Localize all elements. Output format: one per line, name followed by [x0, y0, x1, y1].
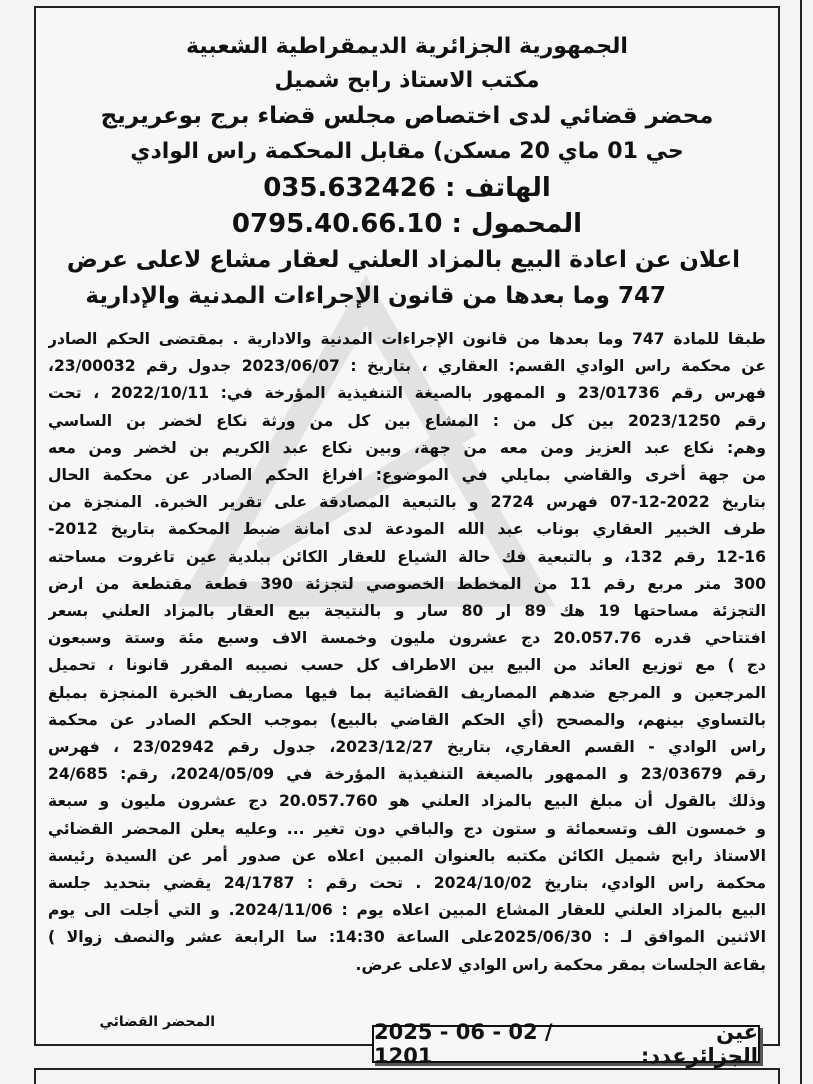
- body-line: راس الوادي - القسم العقاري، بتاريخ 2023/12/27، جدول رقم 23/02942 ، فهرس: [48, 738, 766, 757]
- body-line: وهم: نكاع عبد العزيز ومن معه من جهة، وبين نكاع عبد الكريم بن لخضر ومن معه: [48, 438, 766, 457]
- body-line: و خمسون الف وتسعمائة و ستون دج والباقي دون تغير ... وعليه يعلن المحضر القضائي: [48, 819, 766, 838]
- body-line: طبقا للمادة 747 وما بعدها من قانون الإجراءات المدنية والادارية . بمقتضى الحكم الصادر: [48, 330, 766, 348]
- publication-box: [372, 1020, 760, 1068]
- body-line: عن محكمة راس الوادي القسم: العقاري ، بتاريخ : 2023/06/07 جدول رقم 23/00032،: [48, 357, 766, 376]
- body-line: رقم 23/03679 و الممهور بالصيغة التنفيذية المؤرخة في 2024/05/09، رقم: 24/685: [48, 765, 766, 784]
- body-line: 300 متر مربع رقم 11 من المخطط الخصوصي لتجزئة 390 قطعة مقتطعة من ارض: [48, 574, 766, 593]
- phone-number: الهاتف : 035.632426: [263, 173, 551, 203]
- body-line: بقاعة الجلسات بمقر محكمة راس الوادي لاعلى عرض.: [355, 955, 766, 974]
- body-line: وذلك بالقول أن مبلغ البيع بالمزاد العلني هو 20.057.760 دج عشرون مليون و سبعة: [48, 792, 766, 811]
- notice-title-line2: 747 وما بعدها من قانون الإجراءات المدنية والإدارية: [85, 283, 666, 309]
- body-line: محكمة راس الوادي، بتاريخ 2024/10/02 . تحت رقم : 24/1787 يقضي بتحديد جلسة: [48, 874, 766, 893]
- body-line: طرف الخبير العقاري بوناب عبد الله المودعة لدى امانة ضبط المحكمة بتاريخ 2012-: [48, 520, 766, 539]
- body-line: بتاريخ 2022-12-07 فهرس 2724 و بالتبعية المصادقة على تقرير الخبرة. المنجزة من: [48, 493, 766, 512]
- republic-title: الجمهورية الجزائرية الديمقراطية الشعبية: [186, 34, 628, 59]
- legal-notice: [34, 6, 780, 1046]
- body-line: بالتساوي بينهم، والمصحح (أي الحكم القاضي بالبيع) بموجب الحكم الصادر عن محكمة: [48, 710, 766, 729]
- notice-header: [36, 30, 778, 314]
- office-name: مكتب الاستاذ رابح شميل: [274, 68, 540, 93]
- notice-title-line1: اعلان عن اعادة البيع بالمزاد العلني لعقار مشاع لاعلى عرض: [66, 247, 740, 273]
- body-line: التجزئة مساحتها 19 هك 89 ار 80 سار و بالنتيجة بيع العقار بالمزاد العلني بسعر: [48, 602, 766, 621]
- bailiff-signature: المحضر القضائي: [99, 1014, 215, 1030]
- publication-date: 2025 - 06 - 02 / 1201: [374, 1020, 553, 1068]
- body-line: من جهة أخرى والقاضي بمايلي في الموضوع: افراغ الحكم الصادر عن محكمة الحال: [48, 466, 766, 485]
- publication-prefix: عين الجزائرعدد:: [640, 1020, 758, 1068]
- body-line: 12-16 رقم 132، و بالتبعية فك حالة الشياع للعقار الكائن ببلدية عين تاغروت مساحته: [48, 547, 766, 566]
- body-line: البيع بالمزاد العلني للعقار المشاع المبين اعلاه يوم : 2024/11/06. و التي أجلت الى يوم: [48, 901, 766, 920]
- adjacent-column-border: [800, 0, 813, 1084]
- office-address: حي 01 ماي 20 مسكن) مقابل المحكمة راس الوادي: [130, 139, 684, 164]
- bailiff-jurisdiction: محضر قضائي لدى اختصاص مجلس قضاء برج بوعريريج: [100, 103, 714, 129]
- body-line: الاستاذ رابح شميل الكائن مكتبه بالعنوان المبين اعلاه عن صدور أمر عن السيدة رئيسة: [48, 846, 766, 865]
- body-line: افتتاحي قدره 20.057.76 دج عشرون مليون وخمسة الاف وسبع مئة وستة وسبعون: [48, 629, 766, 648]
- body-line: المرجعين و المرجع ضدهم المصاريف القضائية بما فيها مصاريف الخبرة المنجزة بمبلغ: [48, 683, 766, 702]
- body-line: رقم 2023/1250 بين كل من : المشاع بين كل من ورثة نكاع لخضر بن الساسي: [48, 411, 766, 430]
- next-notice-border: [34, 1068, 780, 1084]
- mobile-number: المحمول : 0795.40.66.10: [231, 209, 583, 239]
- body-line: دج ) مع توزيع العائد من البيع بين الاطراف كل حسب نصيبه المقرر قانونا ، تحميل: [48, 656, 766, 675]
- body-line: فهرس رقم 23/01736 و الممهور بالصيغة التنفيذية المؤرخة في: 2022/10/11 ، تحت: [48, 384, 766, 403]
- body-line: الاثنين الموافق لـ : 2025/06/30على الساعة 14:30: سا الرابعة عشر والنصف زوالا ): [48, 928, 766, 947]
- notice-body: [48, 326, 766, 979]
